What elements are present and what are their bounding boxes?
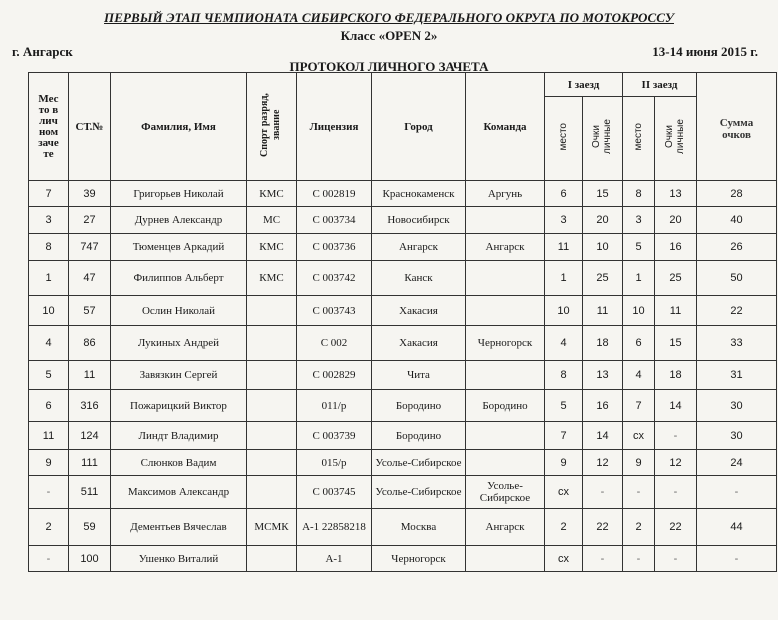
- cell-team: [466, 207, 545, 234]
- cell-city: Ангарск: [372, 234, 466, 261]
- cell-total: 30: [697, 422, 777, 450]
- col-rank: [247, 73, 297, 181]
- cell-team: Аргунь: [466, 181, 545, 207]
- table-row: [29, 450, 777, 476]
- cell-city: Канск: [372, 261, 466, 296]
- cell-license: С 002819: [297, 181, 372, 207]
- cell-start-no: 47: [69, 261, 111, 296]
- cell-start-no: 316: [69, 390, 111, 422]
- cell-place: 7: [29, 181, 69, 207]
- cell-place: 8: [29, 234, 69, 261]
- cell-city: Краснокаменск: [372, 181, 466, 207]
- cell-heat1-place: 11: [545, 234, 583, 261]
- table-row: [29, 261, 777, 296]
- cell-heat1-points: 11: [583, 296, 623, 326]
- cell-total: -: [697, 476, 777, 509]
- cell-start-no: 59: [69, 509, 111, 546]
- cell-heat1-points: -: [583, 546, 623, 572]
- cell-place: 2: [29, 509, 69, 546]
- cell-team: [466, 422, 545, 450]
- cell-heat1-place: сх: [545, 476, 583, 509]
- cell-name: Максимов Александр: [111, 476, 247, 509]
- table-row: [29, 422, 777, 450]
- cell-heat1-place: 2: [545, 509, 583, 546]
- cell-city: Новосибирск: [372, 207, 466, 234]
- col-heat1: I заезд: [545, 73, 623, 97]
- cell-heat2-place: 6: [623, 326, 655, 361]
- cell-heat1-place: 9: [545, 450, 583, 476]
- cell-heat2-place: -: [623, 546, 655, 572]
- cell-team: Ангарск: [466, 234, 545, 261]
- cell-heat1-place: 10: [545, 296, 583, 326]
- col-heat1-place: [545, 97, 583, 181]
- cell-heat2-points: 14: [655, 390, 697, 422]
- cell-heat2-place: 1: [623, 261, 655, 296]
- cell-name: Тюменцев Аркадий: [111, 234, 247, 261]
- cell-team: Бородино: [466, 390, 545, 422]
- cell-heat1-points: 10: [583, 234, 623, 261]
- cell-heat2-place: -: [623, 476, 655, 509]
- table-row: [29, 181, 777, 207]
- cell-total: 50: [697, 261, 777, 296]
- cell-place: 3: [29, 207, 69, 234]
- cell-license: А-1: [297, 546, 372, 572]
- table-row: [29, 296, 777, 326]
- cell-heat1-points: 14: [583, 422, 623, 450]
- cell-total: 24: [697, 450, 777, 476]
- cell-team: [466, 296, 545, 326]
- cell-name: Дементьев Вячеслав: [111, 509, 247, 546]
- cell-rank: [247, 296, 297, 326]
- cell-heat2-points: 16: [655, 234, 697, 261]
- cell-place: 9: [29, 450, 69, 476]
- heat1-points-label: Очки личные: [590, 119, 613, 155]
- cell-place: -: [29, 546, 69, 572]
- table-row: [29, 207, 777, 234]
- cell-heat1-place: 5: [545, 390, 583, 422]
- cell-city: Усолье-Сибирское: [372, 476, 466, 509]
- class-label: Класс «OPEN 2»: [340, 28, 438, 43]
- cell-rank: КМС: [247, 181, 297, 207]
- cell-total: 40: [697, 207, 777, 234]
- cell-city: Бородино: [372, 422, 466, 450]
- cell-heat2-points: 12: [655, 450, 697, 476]
- cell-heat1-points: 18: [583, 326, 623, 361]
- cell-total: 44: [697, 509, 777, 546]
- event-dates: 13-14 июня 2015 г.: [652, 44, 758, 59]
- cell-city: Москва: [372, 509, 466, 546]
- cell-name: Завязкин Сергей: [111, 361, 247, 390]
- cell-start-no: 111: [69, 450, 111, 476]
- cell-team: Усолье-Сибирское: [466, 476, 545, 509]
- cell-total: 28: [697, 181, 777, 207]
- cell-rank: МС: [247, 207, 297, 234]
- cell-place: 11: [29, 422, 69, 450]
- cell-heat1-place: 1: [545, 261, 583, 296]
- cell-place: 5: [29, 361, 69, 390]
- cell-heat2-place: 2: [623, 509, 655, 546]
- cell-heat1-place: сх: [545, 546, 583, 572]
- cell-license: С 003743: [297, 296, 372, 326]
- cell-rank: [247, 450, 297, 476]
- cell-city: Бородино: [372, 390, 466, 422]
- cell-heat2-points: 22: [655, 509, 697, 546]
- table-row: [29, 546, 777, 572]
- cell-start-no: 39: [69, 181, 111, 207]
- cell-heat2-points: 15: [655, 326, 697, 361]
- table-row: [29, 234, 777, 261]
- cell-heat1-points: 16: [583, 390, 623, 422]
- cell-heat2-points: 20: [655, 207, 697, 234]
- cell-start-no: 57: [69, 296, 111, 326]
- cell-rank: [247, 422, 297, 450]
- cell-rank: [247, 361, 297, 390]
- cell-name: Пожарицкий Виктор: [111, 390, 247, 422]
- cell-city: Хакасия: [372, 296, 466, 326]
- cell-license: А-1 22858218: [297, 509, 372, 546]
- col-heat2: II заезд: [623, 73, 697, 97]
- table-row: [29, 326, 777, 361]
- cell-start-no: 100: [69, 546, 111, 572]
- cell-heat1-points: 13: [583, 361, 623, 390]
- cell-heat2-place: 7: [623, 390, 655, 422]
- cell-heat2-points: -: [655, 546, 697, 572]
- cell-heat1-points: 12: [583, 450, 623, 476]
- col-place: Мес то в лич ном заче те: [29, 73, 69, 181]
- cell-place: 4: [29, 326, 69, 361]
- cell-heat1-place: 3: [545, 207, 583, 234]
- cell-heat1-points: 25: [583, 261, 623, 296]
- cell-license: С 003742: [297, 261, 372, 296]
- table-row: [29, 390, 777, 422]
- cell-rank: [247, 546, 297, 572]
- cell-license: С 003736: [297, 234, 372, 261]
- heat2-place-label: место: [633, 123, 644, 151]
- cell-rank: [247, 476, 297, 509]
- cell-start-no: 27: [69, 207, 111, 234]
- cell-heat1-points: -: [583, 476, 623, 509]
- heat1-place-label: место: [558, 123, 569, 151]
- cell-license: С 002: [297, 326, 372, 361]
- cell-name: Ушенко Виталий: [111, 546, 247, 572]
- cell-heat1-points: 15: [583, 181, 623, 207]
- cell-total: 31: [697, 361, 777, 390]
- cell-total: 26: [697, 234, 777, 261]
- cell-city: Черногорск: [372, 546, 466, 572]
- col-total: Сумма очков: [697, 73, 777, 181]
- cell-heat1-place: 6: [545, 181, 583, 207]
- cell-heat2-place: 8: [623, 181, 655, 207]
- cell-name: Дурнев Александр: [111, 207, 247, 234]
- cell-heat2-place: сх: [623, 422, 655, 450]
- cell-heat2-points: 11: [655, 296, 697, 326]
- cell-heat2-place: 5: [623, 234, 655, 261]
- col-name: Фамилия, Имя: [111, 73, 247, 181]
- cell-heat2-place: 9: [623, 450, 655, 476]
- cell-city: Усолье-Сибирское: [372, 450, 466, 476]
- cell-team: [466, 450, 545, 476]
- results-body: [29, 181, 777, 572]
- cell-place: 6: [29, 390, 69, 422]
- cell-heat2-points: 18: [655, 361, 697, 390]
- cell-name: Линдт Владимир: [111, 422, 247, 450]
- cell-total: 30: [697, 390, 777, 422]
- cell-place: 1: [29, 261, 69, 296]
- cell-heat2-points: -: [655, 476, 697, 509]
- cell-start-no: 124: [69, 422, 111, 450]
- cell-heat2-place: 3: [623, 207, 655, 234]
- cell-team: [466, 361, 545, 390]
- cell-start-no: 11: [69, 361, 111, 390]
- cell-rank: КМС: [247, 234, 297, 261]
- cell-heat2-place: 10: [623, 296, 655, 326]
- cell-heat1-points: 22: [583, 509, 623, 546]
- cell-heat2-points: 13: [655, 181, 697, 207]
- cell-name: Слюнков Вадим: [111, 450, 247, 476]
- cell-heat2-place: 4: [623, 361, 655, 390]
- cell-place: 10: [29, 296, 69, 326]
- cell-total: 33: [697, 326, 777, 361]
- cell-rank: [247, 326, 297, 361]
- cell-name: Григорьев Николай: [111, 181, 247, 207]
- cell-rank: МСМК: [247, 509, 297, 546]
- cell-heat1-place: 8: [545, 361, 583, 390]
- cell-city: Чита: [372, 361, 466, 390]
- cell-license: С 003734: [297, 207, 372, 234]
- cell-name: Ослин Николай: [111, 296, 247, 326]
- cell-team: [466, 546, 545, 572]
- cell-license: С 003745: [297, 476, 372, 509]
- cell-license: 015/р: [297, 450, 372, 476]
- col-license: Лицензия: [297, 73, 372, 181]
- col-heat2-place: [623, 97, 655, 181]
- col-heat1-points: [583, 97, 623, 181]
- col-start-no: СТ.№: [69, 73, 111, 181]
- table-row: [29, 509, 777, 546]
- event-city: г. Ангарск: [12, 44, 73, 59]
- col-rank-label: Спорт разряд, звание: [258, 93, 282, 157]
- heat2-points-label: Очки личные: [663, 119, 686, 155]
- cell-heat1-place: 4: [545, 326, 583, 361]
- cell-license: С 003739: [297, 422, 372, 450]
- col-city: Город: [372, 73, 466, 181]
- cell-rank: [247, 390, 297, 422]
- cell-heat1-place: 7: [545, 422, 583, 450]
- cell-place: -: [29, 476, 69, 509]
- results-table: [28, 72, 777, 572]
- cell-license: С 002829: [297, 361, 372, 390]
- cell-total: -: [697, 546, 777, 572]
- cell-team: Ангарск: [466, 509, 545, 546]
- cell-heat1-points: 20: [583, 207, 623, 234]
- cell-start-no: 511: [69, 476, 111, 509]
- protocol-title: ПРОТОКОЛ ЛИЧНОГО ЗАЧЕТА: [289, 59, 489, 74]
- cell-license: 011/р: [297, 390, 372, 422]
- col-team: Команда: [466, 73, 545, 181]
- cell-total: 22: [697, 296, 777, 326]
- cell-name: Лукиных Андрей: [111, 326, 247, 361]
- cell-start-no: 86: [69, 326, 111, 361]
- cell-name: Филиппов Альберт: [111, 261, 247, 296]
- cell-team: Черногорск: [466, 326, 545, 361]
- table-row: [29, 476, 777, 509]
- document-title: ПЕРВЫЙ ЭТАП ЧЕМПИОНАТА СИБИРСКОГО ФЕДЕРАЛЬНОГО ОКРУГА ПО МОТОКРОССУ: [104, 10, 674, 25]
- cell-rank: КМС: [247, 261, 297, 296]
- table-row: [29, 361, 777, 390]
- cell-start-no: 747: [69, 234, 111, 261]
- cell-city: Хакасия: [372, 326, 466, 361]
- cell-team: [466, 261, 545, 296]
- cell-heat2-points: -: [655, 422, 697, 450]
- cell-heat2-points: 25: [655, 261, 697, 296]
- col-heat2-points: [655, 97, 697, 181]
